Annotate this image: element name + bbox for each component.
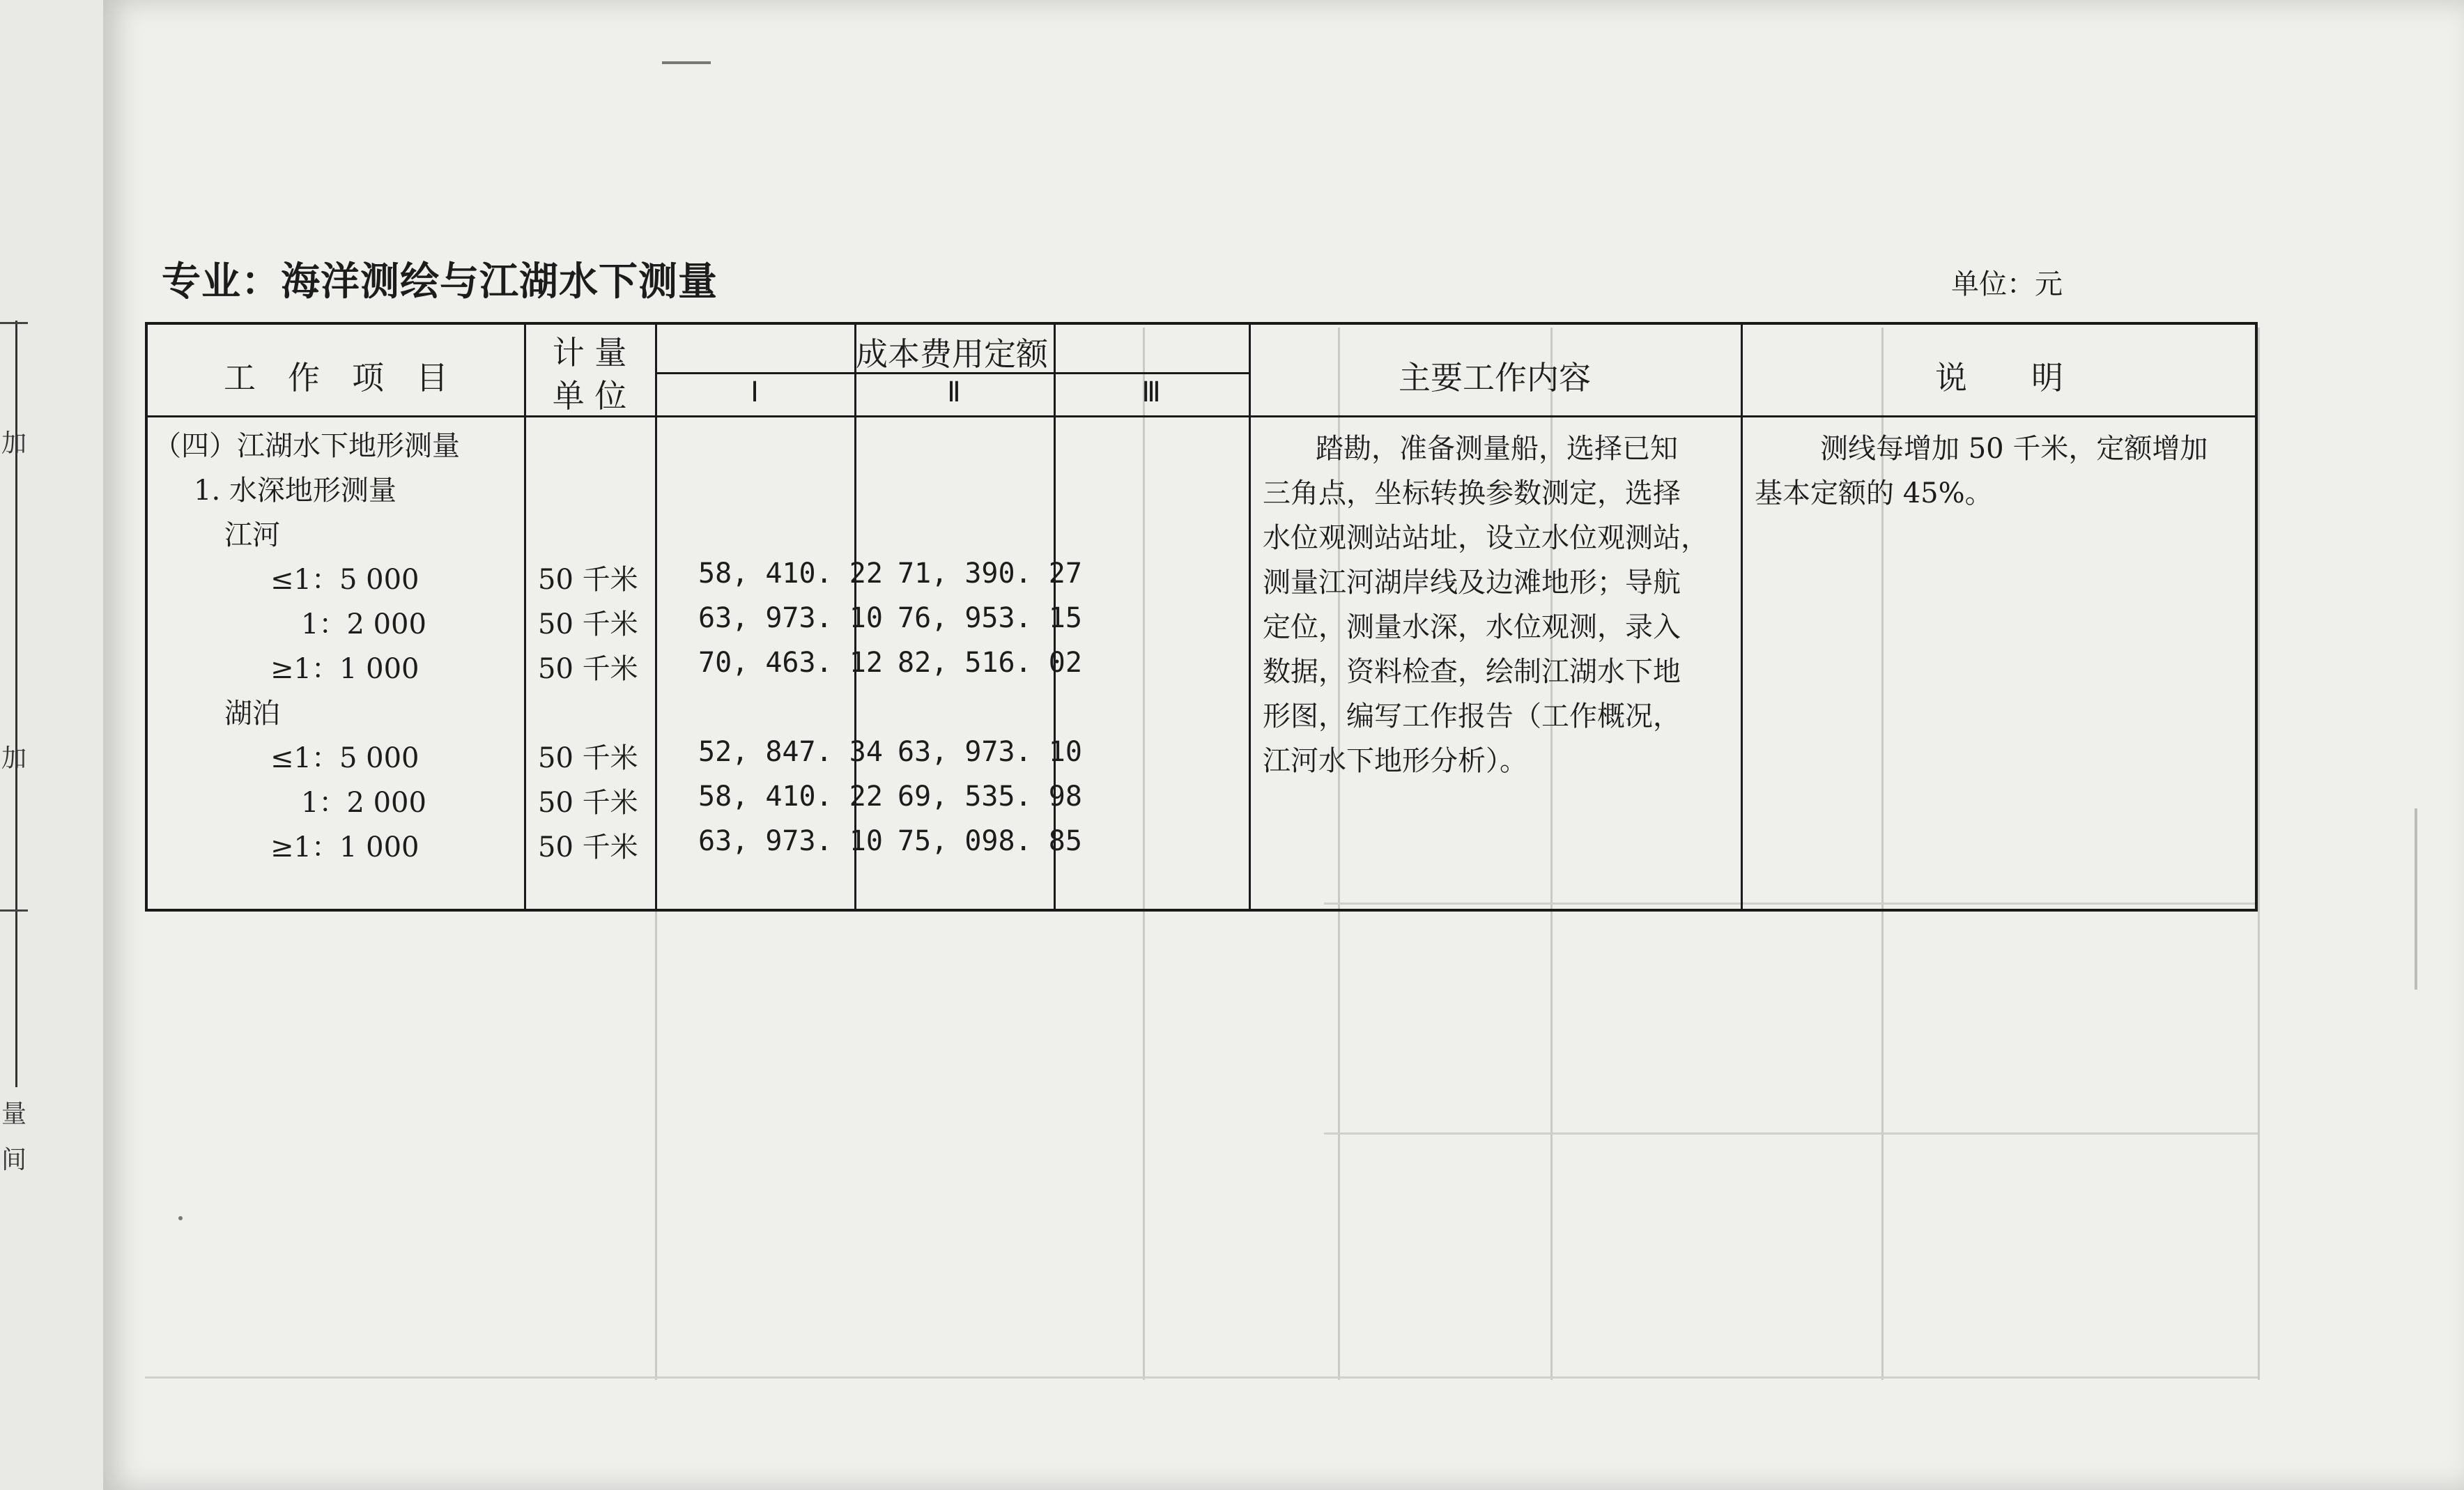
adjacent-page-fragment: 间 [1,1146,27,1174]
adjacent-page-rule [0,322,28,324]
header-unit-bottom: 单 位 [552,377,627,415]
note-text [1755,427,2208,516]
note-line: 测线每增加 50 千米，定额增加 [1820,433,2208,465]
page-crease [2415,808,2417,990]
row-item: ≥1：1 000 [270,653,419,685]
header-item: 工 作 项 目 [224,359,448,397]
unit-label: 单位：元 [1951,268,2063,300]
header-rule [148,415,2258,417]
cost-quota-table [145,322,2258,912]
row-cost-1: 52, 847. 34 [698,736,883,768]
adjacent-page-edge [0,0,107,1490]
column-rule [655,325,657,909]
row-item: ≤1：5 000 [270,742,419,774]
row-item: ≥1：1 000 [270,831,419,863]
scan-speck [178,1216,183,1220]
row-unit: 50 千米 [538,653,638,685]
scan-mark [662,61,711,64]
content-line: 数据，资料检查，绘制江湖水下地 [1263,656,1681,688]
column-rule [1741,325,1743,909]
row-cost-1: 70, 463. 12 [698,647,883,679]
header-cost-3: Ⅲ [1141,376,1161,408]
adjacent-page-fragment: 量 [1,1100,27,1128]
content-line: 测量江河湖岸线及边滩地形；导航 [1263,567,1681,599]
row-item: ≤1：5 000 [270,564,419,596]
row-cost-2: 71, 390. 27 [898,558,1082,590]
content-line: 江河水下地形分析）。 [1263,745,1527,777]
header-cost-1: Ⅰ [750,376,759,408]
row-unit: 50 千米 [538,608,638,640]
row-cost-2: 69, 535. 98 [898,781,1082,813]
adjacent-page-fragment: 加 [1,429,27,458]
row-item: 1：2 000 [301,787,426,819]
row-cost-1: 58, 410. 22 [698,558,883,590]
header-note: 说 明 [1935,359,2063,397]
adjacent-page-rule [0,909,28,912]
content-line: 定位，测量水深，水位观测，录入 [1263,611,1681,643]
content-line: 形图，编写工作报告（工作概况， [1263,700,1681,732]
page-title: 专业：海洋测绘与江湖水下测量 [162,259,718,305]
content-line: 踏勘，准备测量船，选择已知 [1316,433,1678,465]
row-cost-1: 58, 410. 22 [698,781,883,813]
row-unit: 50 千米 [538,831,638,863]
row-item: 江河 [224,519,280,551]
column-rule [1249,325,1251,909]
row-item: （四）江湖水下地形测量 [153,430,460,462]
row-cost-2: 82, 516. 02 [898,647,1082,679]
row-unit: 50 千米 [538,742,638,774]
work-content-text [1263,427,1709,783]
adjacent-page-fragment: 加 [1,744,27,773]
row-cost-1: 63, 973. 10 [698,602,883,634]
row-cost-2: 76, 953. 15 [898,602,1082,634]
row-item: 湖泊 [224,698,280,730]
note-line: 基本定额的 45%。 [1755,477,1993,509]
row-cost-2: 75, 098. 85 [898,825,1082,857]
header-cost-2: Ⅱ [947,376,961,408]
row-item: 1. 水深地形测量 [194,475,396,507]
row-item: 1：2 000 [301,608,426,640]
row-unit: 50 千米 [538,787,638,819]
content-line: 水位观测站站址，设立水位观测站， [1263,522,1709,554]
header-unit-top: 计 量 [552,334,627,371]
content-line: 三角点，坐标转换参数测定，选择 [1263,477,1681,509]
header-content: 主要工作内容 [1399,359,1591,397]
header-cost-group: 成本费用定额 [856,335,1048,373]
row-unit: 50 千米 [538,564,638,596]
row-cost-2: 63, 973. 10 [898,736,1082,768]
row-cost-1: 63, 973. 10 [698,825,883,857]
